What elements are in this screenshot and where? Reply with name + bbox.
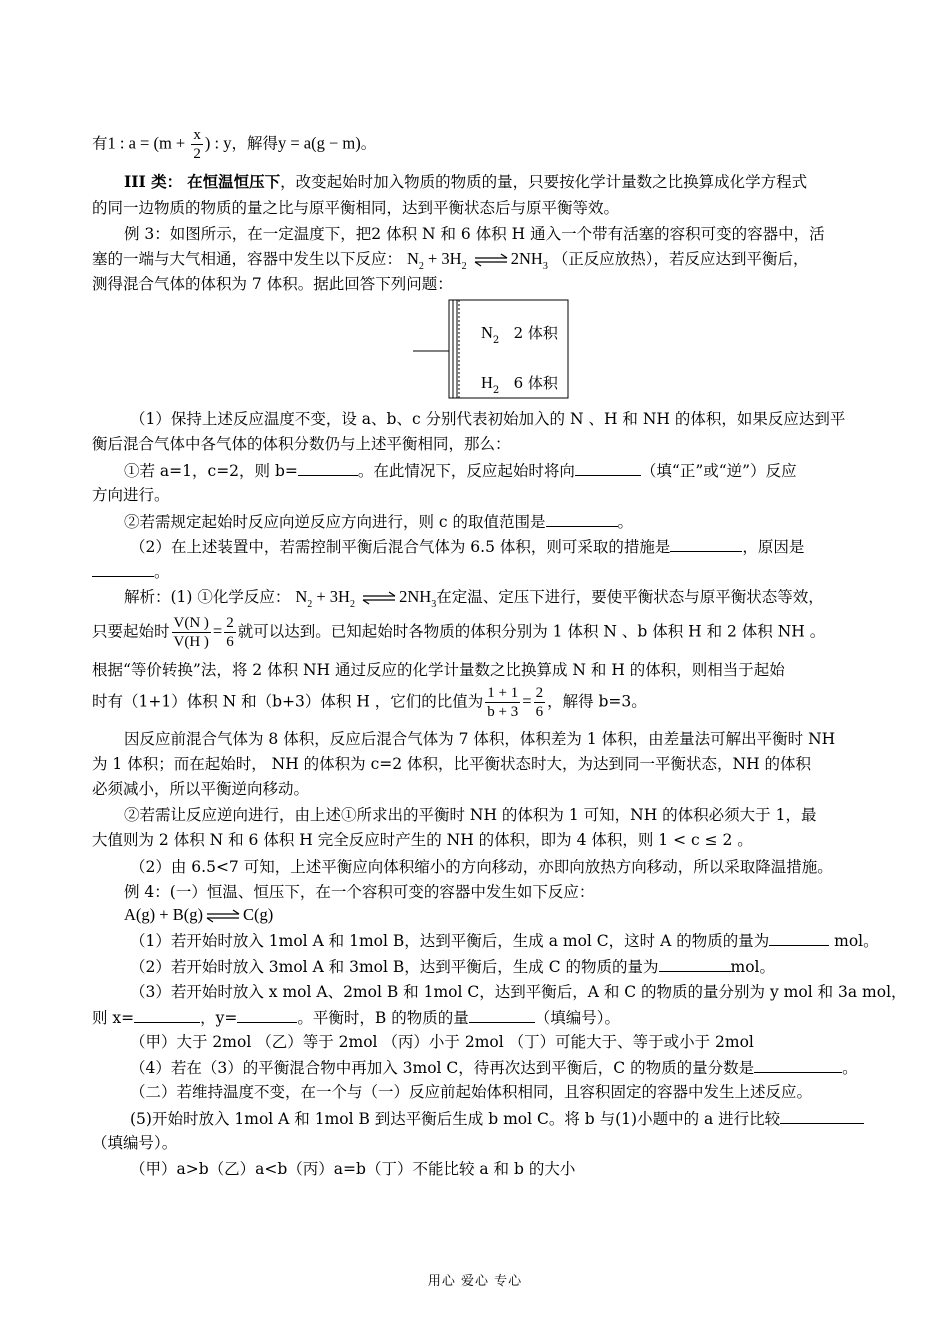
numerator: x: [193, 127, 201, 143]
paragraph-line: [92, 198, 862, 218]
text: （正反应放热），若反应达到平衡后，: [552, 250, 809, 268]
question-line: (5)开始时放入 1mol A 和 1mol B 到达平衡后生成 b mol C。将 b 与(1)小题中的 a 进行比较: [130, 1108, 862, 1129]
question-line: 。: [92, 561, 862, 582]
answer-blank[interactable]: [92, 561, 154, 577]
answer-blank[interactable]: [575, 460, 641, 476]
answer-blank[interactable]: [670, 536, 742, 552]
solution-line: 因反应前混合气体为 8 体积，反应后混合气体为 7 体积，体积差为 1 体积，由差量法可解出平衡时 NH: [124, 730, 836, 748]
text: 衡后混合气体中各气体的体积分数仍与上述平衡相同，那么：: [92, 435, 511, 453]
solution-line: 时有（1+1）体积 N 和（b+3）体积 H ，它们的比值为 $\frac{1 + 1}{b + 3}$ = $\frac{2}{6}$ ，解得 b=3。: [92, 685, 647, 720]
reaction-equation: $N_2 + 3H_2$ $2NH_3$: [295, 587, 437, 610]
question-line: ②若需规定起始时反应向逆反应方向进行，则 c 的取值范围是 。: [124, 513, 634, 531]
text: 。: [360, 134, 377, 153]
text: 有: [92, 134, 108, 153]
math: ) : y: [204, 133, 232, 153]
question-line: （2）若开始时放入 3mol A 和 3mol B，达到平衡后，生成 C 的物质的量为 mol。: [130, 958, 775, 976]
question-line: 方向进行。: [92, 486, 170, 504]
solution-line: 只要起始时 $\frac{V(N )}{V(H )}$ = $\frac{2}{6}$ 就可以达到。已知起始时各物质的体积分别为 1 体积 N 、b 体积 H 和 2 体积 NH 。: [92, 615, 826, 650]
equilibrium-arrow-icon: [203, 909, 243, 923]
text: 的同一边物质的物质的量之比与原平衡相同，达到平衡状态后与原平衡等效。: [92, 199, 620, 217]
question-line: [130, 409, 862, 429]
reaction-equation: A(g) + B(g) C(g): [124, 905, 274, 924]
question-line: （4）若在（3）的平衡混合物中再加入 3mol C，待再次达到平衡后，C 的物质的量分数是 。: [130, 1059, 858, 1077]
denominator: 2: [193, 146, 201, 162]
page-footer: 用心 爱心 专心: [427, 1274, 523, 1289]
fraction: $\frac{2}{6}$: [535, 685, 544, 720]
text: 塞的一端与大气相通，容器中发生以下反应：: [92, 250, 403, 268]
question-line: （1）若开始时放入 1mol A 和 1mol B，达到平衡后，生成 a mol C，这时 A 的物质的量为 mol。: [130, 932, 879, 950]
question-line: （二）若维持温度不变，在一个与（一）反应前起始体积相同，且容积固定的容器中发生上述反应。: [130, 1083, 813, 1101]
solution-line: 根据“等价转换”法，将 2 体积 NH 通过反应的化学计量数之比换算成 N 和 H 的体积，则相当于起始: [92, 661, 785, 679]
question-line: 则 x= ，y= 。平衡时，B 的物质的量 （填编号）。: [92, 1009, 620, 1027]
answer-blank[interactable]: [780, 1108, 864, 1124]
fraction: $\frac{V(N )}{V(H )}$: [173, 615, 209, 650]
math: 1 : a = (m +: [107, 133, 190, 153]
h2-label: $H_2$ 6 体积: [481, 373, 558, 396]
answer-blank[interactable]: [298, 460, 358, 476]
equilibrium-arrow-icon: [471, 253, 511, 267]
text: （1）保持上述反应温度不变，设 a、b、c 分别代表初始加入的 N 、H 和 NH 的体积，如果反应达到平: [130, 410, 846, 428]
paragraph-line: [124, 172, 862, 192]
fraction: $\frac{1 + 1}{b + 3}$: [487, 685, 519, 720]
paragraph-line: [92, 249, 862, 277]
fraction: [191, 126, 203, 163]
solution-line: 必须减小，所以平衡逆向移动。: [92, 780, 310, 798]
fraction: $\frac{2}{6}$: [226, 615, 234, 650]
container-diagram: [413, 296, 573, 402]
question-line: [92, 434, 862, 454]
answer-blank[interactable]: [134, 1007, 200, 1023]
paragraph-line: [92, 274, 862, 294]
solution-line: 为 1 体积；而在起始时， NH 的体积为 c=2 体积，比平衡状态时大，为达到同一平衡状态，NH 的体积: [92, 755, 812, 773]
example-line: 例 4：(一）恒温、恒压下，在一个容积可变的容器中发生如下反应：: [124, 883, 595, 901]
question-line: （2）在上述装置中，若需控制平衡后混合气体为 6.5 体积，则可采取的措施是 ，原因是: [130, 538, 805, 556]
question-line: （3）若开始时放入 x mol A、2mol B 和 1mol C，达到平衡后，A 和 C 的物质的量分别为 y mol 和 3a mol，: [130, 983, 907, 1001]
answer-blank[interactable]: [754, 1057, 842, 1073]
paragraph-line: [124, 224, 862, 244]
equilibrium-arrow-icon: [359, 591, 399, 605]
answer-blank[interactable]: [659, 956, 731, 972]
question-line: ①若 a=1，c=2，则 b= 。在此情况下，反应起始时将向 （填“正”或“逆”）反应: [124, 462, 797, 480]
reaction-equation: $N_2 + 3H_2$ $2NH_3$: [406, 249, 548, 272]
equation-line: [92, 126, 862, 163]
text: 测得混合气体的体积为 7 体积。据此回答下列问题：: [92, 275, 453, 293]
text: ，解得: [231, 134, 278, 153]
answer-blank[interactable]: [469, 1007, 535, 1023]
text: ，改变起始时加入物质的物质的量，只要按化学计量数之比换算成化学方程式: [280, 173, 808, 191]
section-label: III 类：: [124, 172, 183, 191]
solution-line: （2）由 6.5<7 可知，上述平衡应向体积缩小的方向移动，亦即向放热方向移动，所以采取降温措施。: [130, 858, 833, 876]
math: y = a(g − m): [277, 133, 361, 153]
solution-line: 解析：(1) ①化学反应： $N_2 + 3H_2$ $2NH_3$在定温、定压下进行，要使平衡状态与原平衡状态等效，: [124, 587, 824, 610]
n2-label: $N_2$ 2 体积: [481, 323, 558, 346]
options-line: （甲）a>b（乙）a<b（丙）a=b（丁）不能比较 a 和 b 的大小: [130, 1160, 576, 1178]
answer-blank[interactable]: [546, 511, 618, 527]
question-line: （填编号）。: [92, 1134, 178, 1152]
options-line: （甲）大于 2mol （乙）等于 2mol （丙）小于 2mol （丁）可能大于、等于或小于 2mol: [130, 1033, 754, 1051]
text: 例 3：如图所示，在一定温度下，把2 体积 N 和 6 体积 H 通入一个带有活塞的容积可变的容器中，活: [124, 225, 825, 243]
answer-blank[interactable]: [769, 930, 829, 946]
answer-blank[interactable]: [237, 1007, 297, 1023]
emphasis: 在恒温恒压下: [187, 172, 281, 191]
solution-line: ②若需让反应逆向进行，由上述①所求出的平衡时 NH 的体积为 1 可知，NH 的体积必须大于 1，最: [124, 806, 817, 824]
solution-line: 大值则为 2 体积 N 和 6 体积 H 完全反应时产生的 NH 的体积，即为 4 体积，则 1 < c ≤ 2 。: [92, 831, 753, 849]
